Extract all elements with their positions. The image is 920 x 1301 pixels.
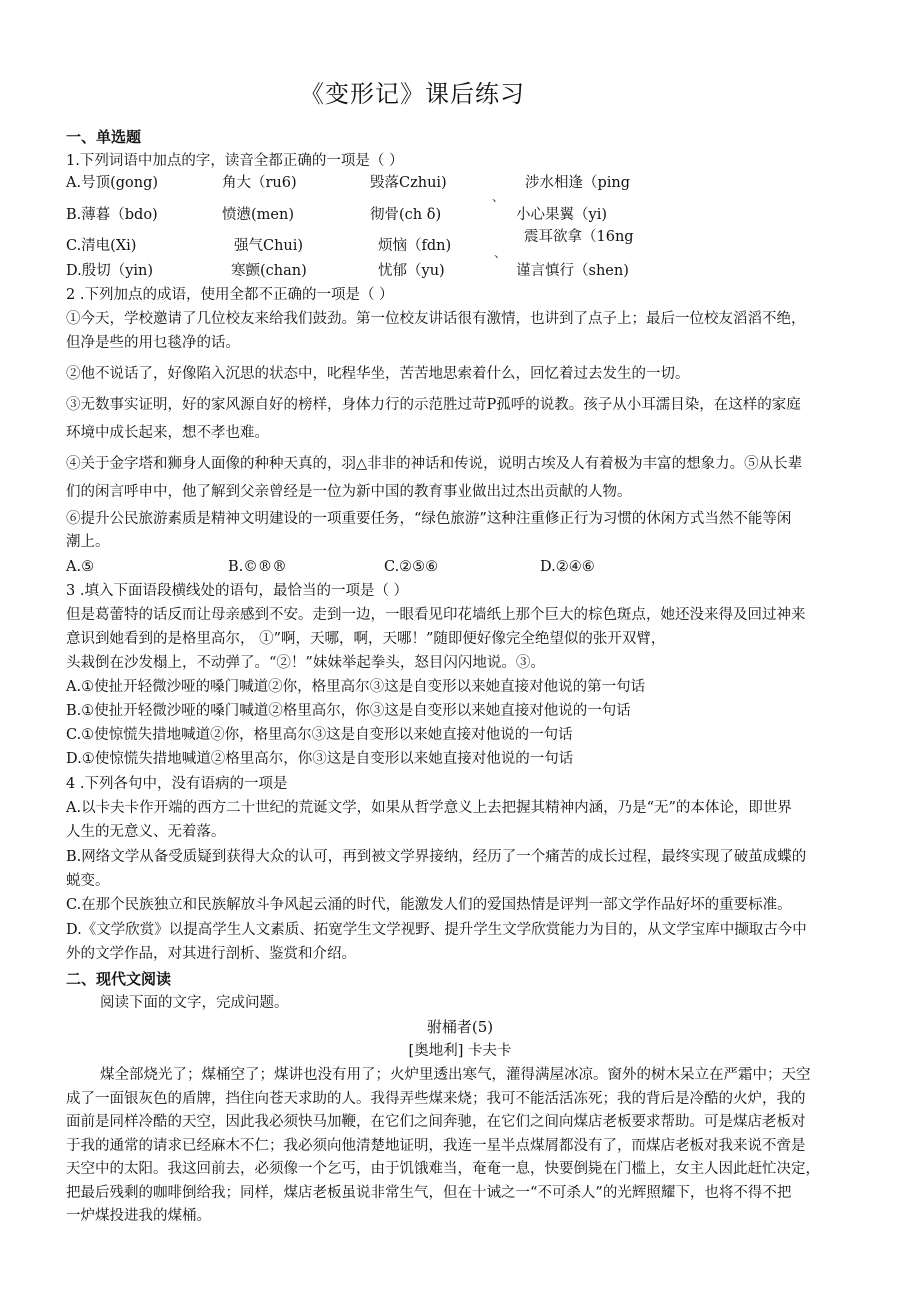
q2-line-7: 们的闲言呼申中，他了解到父亲曾经是一位为新中国的教育事业做出过杰出贡献的人物。 <box>66 484 632 500</box>
story-line-6: 把最后残剩的咖啡倒给我；同样，煤店老板虽说非常生气，但在十诫之一“不可杀人”的光辉照耀下，也将不得不把 <box>66 1185 792 1201</box>
q2-line-8: ⑥提升公民旅游素质是精神文明建设的一项重要任务，“绿色旅游”这种注重修正行为习惯的休闲方式当然不能等闲 <box>66 511 792 527</box>
q2-line-9: 潮上。 <box>66 534 110 550</box>
q1-option-c-4: 震耳欲拿（16ng <box>524 229 634 245</box>
story-title <box>0 1018 920 1036</box>
stray-mark-2: 、 <box>494 246 507 260</box>
q1-option-c-3: 烦恼（fdn) <box>378 238 452 254</box>
q3-option-a: A.①使扯开轻微沙哑的嗓门喊道②你，格里高尔③这是自变形以来她直接对他说的第一句话 <box>66 679 646 695</box>
q3-option-b: B.①使扯开轻微沙哑的嗓门喊道②格里高尔，你③这是自变形以来她直接对他说的一句话 <box>66 703 631 719</box>
section-heading-single-choice: 一、单选题 <box>66 128 142 146</box>
q2-line-6: ④关于金字塔和狮身人面像的种种天真的，羽△非非的神话和传说，说明古埃及人有着极为丰富的想象力。⑤从长辈 <box>66 456 803 472</box>
q4-line-5: C.在那个民族独立和民族解放斗争风起云涌的时代，能激发人们的爱国热情是评判一部文学作品好坏的重要标准。 <box>66 897 792 913</box>
q1-option-a-1: A.号顶(gong) <box>66 175 159 191</box>
q4-line-7: 外的文学作品，对其进行剖析、鉴赏和介绍。 <box>66 946 356 962</box>
story-title-text: 驸桶者(5) <box>426 1018 494 1036</box>
story-line-1: 煤全部烧光了；煤桶空了；煤讲也没有用了；火炉里透出寒气，灌得满屋冰凉。窗外的树木呆立在严霜中；天空 <box>100 1067 811 1083</box>
stray-mark: 、 <box>492 190 505 204</box>
q2-line-4: ③无数事实证明，好的家风源自好的榜样，身体力行的示范胜过苛P孤呼的说教。孩子从小耳濡目染，在这样的家庭 <box>66 397 801 413</box>
q1-option-a-4: 涉水相逢（ping <box>525 175 631 191</box>
q4-line-3: B.网络文学从备受质疑到获得大众的认可，再到被文学界接纳，经历了一个痛苦的成长过程，最终实现了破茧成蝶的 <box>66 849 807 865</box>
q4-line-4: 蜕变。 <box>66 873 110 889</box>
q2-option-b: B.©®® <box>228 559 287 575</box>
question-1-stem: 1.下列词语中加点的字，读音全都正确的一项是（ ） <box>66 153 404 169</box>
q2-option-c: C.②⑤⑥ <box>384 559 439 575</box>
q1-option-c-2: 强气Chui) <box>234 238 304 254</box>
q1-option-b-4: 小心果翼（yi) <box>516 207 607 223</box>
q4-line-1: A.以卡夫卡作开端的西方二十世纪的荒诞文学，如果从哲学意义上去把握其精神内涵，乃是“无”的本体论，即世界 <box>66 800 792 816</box>
story-line-5: 天空中的太阳。我这回前去，必须像一个乞丐，由于饥饿难当，奄奄一息，快要倒毙在门槛上，女主人因此赶忙决定， <box>66 1161 820 1177</box>
q1-option-b-2: 愤懑(men) <box>222 207 294 223</box>
q1-option-d-4: 谨言慎行（shen) <box>516 263 629 279</box>
q1-option-d-3: 忧郁（yu) <box>378 263 445 279</box>
q3-passage-1: 但是葛蕾特的话反而让母亲感到不安。走到一边，一眼看见印花墙纸上那个巨大的棕色斑点，她还没来得及回过神来 <box>66 607 806 623</box>
story-author-text: [奥地利] 卡夫卡 <box>408 1043 512 1059</box>
q2-line-5: 环境中成长起来，想不孝也难。 <box>66 425 269 441</box>
q1-option-a-3: 毁落Czhui) <box>370 175 447 191</box>
story-line-3: 面前是同样冷酷的天空，因此我必须快马加鞭，在它们之间奔驰，在它们之间向煤店老板要求帮助。可是煤店老板对 <box>66 1114 806 1130</box>
question-2-stem: 2 .下列加点的成语，使用全都不正确的一项是（ ） <box>66 287 394 303</box>
q1-option-b-1: B.薄暮（bdo) <box>66 207 158 223</box>
story-author <box>0 1042 920 1060</box>
question-4-stem: 4 .下列各句中，没有语病的一项是 <box>66 776 288 792</box>
q3-option-c: C.①使惊慌失措地喊道②你，格里高尔③这是自变形以来她直接对他说的一句话 <box>66 727 573 743</box>
q2-line-2: 但净是些的用乜毯净的话。 <box>66 335 240 351</box>
q1-option-b-3: 彻骨(ch δ) <box>370 207 442 223</box>
question-3-stem: 3 .填入下面语段横线处的语句，最恰当的一项是（ ） <box>66 583 409 599</box>
q3-passage-2: 意识到她看到的是格里高尔， ①”啊，天哪，啊，天哪！”随即便好像完全绝望似的张开双臂， <box>66 631 666 647</box>
q2-option-a: A.⑤ <box>66 559 95 575</box>
q3-passage-3: 头栽倒在沙发榻上，不动弹了。“②！”妹妹举起拳头，怒目闪闪地说。③。 <box>66 655 545 671</box>
q1-option-a-2: 角大（ru6) <box>222 175 297 191</box>
q2-line-3: ②他不说话了，好像陷入沉思的状态中，叱程华坐，苦苦地思索着什么，回忆着过去发生的一切。 <box>66 366 690 382</box>
section-heading-reading: 二、现代文阅读 <box>66 970 172 988</box>
story-line-2: 成了一面银灰色的盾牌，挡住向苍天求助的人。我得弄些煤来烧；我可不能活活冻死；我的背后是冷酷的火炉，我的 <box>66 1091 806 1107</box>
q1-option-c-1: C.清电(Xi) <box>66 238 137 254</box>
q3-option-d: D.①使惊慌失措地喊道②格里高尔，你③这是自变形以来她直接对他说的一句话 <box>66 751 574 767</box>
reading-instruction: 阅读下面的文字，完成问题。 <box>100 995 289 1011</box>
q2-option-d: D.②④⑥ <box>540 559 595 575</box>
q1-option-d-1: D.殷切（yin) <box>66 263 154 279</box>
page-title: 《变形记》课后练习 <box>300 80 525 108</box>
q4-line-2: 人生的无意义、无着落。 <box>66 824 226 840</box>
q2-line-1: ①今天，学校邀请了几位校友来给我们鼓劲。第一位校友讲话很有激情，也讲到了点子上；最后一位校友滔滔不绝， <box>66 311 806 327</box>
story-line-4: 于我的通常的请求已经麻木不仁；我必须向他清楚地证明，我连一星半点煤屑都没有了，而煤店老板对我来说不啻是 <box>66 1138 806 1154</box>
q1-option-d-2: 寒颤(chan) <box>231 263 307 279</box>
q4-line-6: D.《文学欣赏》以提高学生人文素质、拓宽学生文学视野、提升学生文学欣赏能力为目的，从文学宝库中撷取古今中 <box>66 922 807 938</box>
story-line-7: 一炉煤投进我的煤桶。 <box>66 1208 211 1224</box>
